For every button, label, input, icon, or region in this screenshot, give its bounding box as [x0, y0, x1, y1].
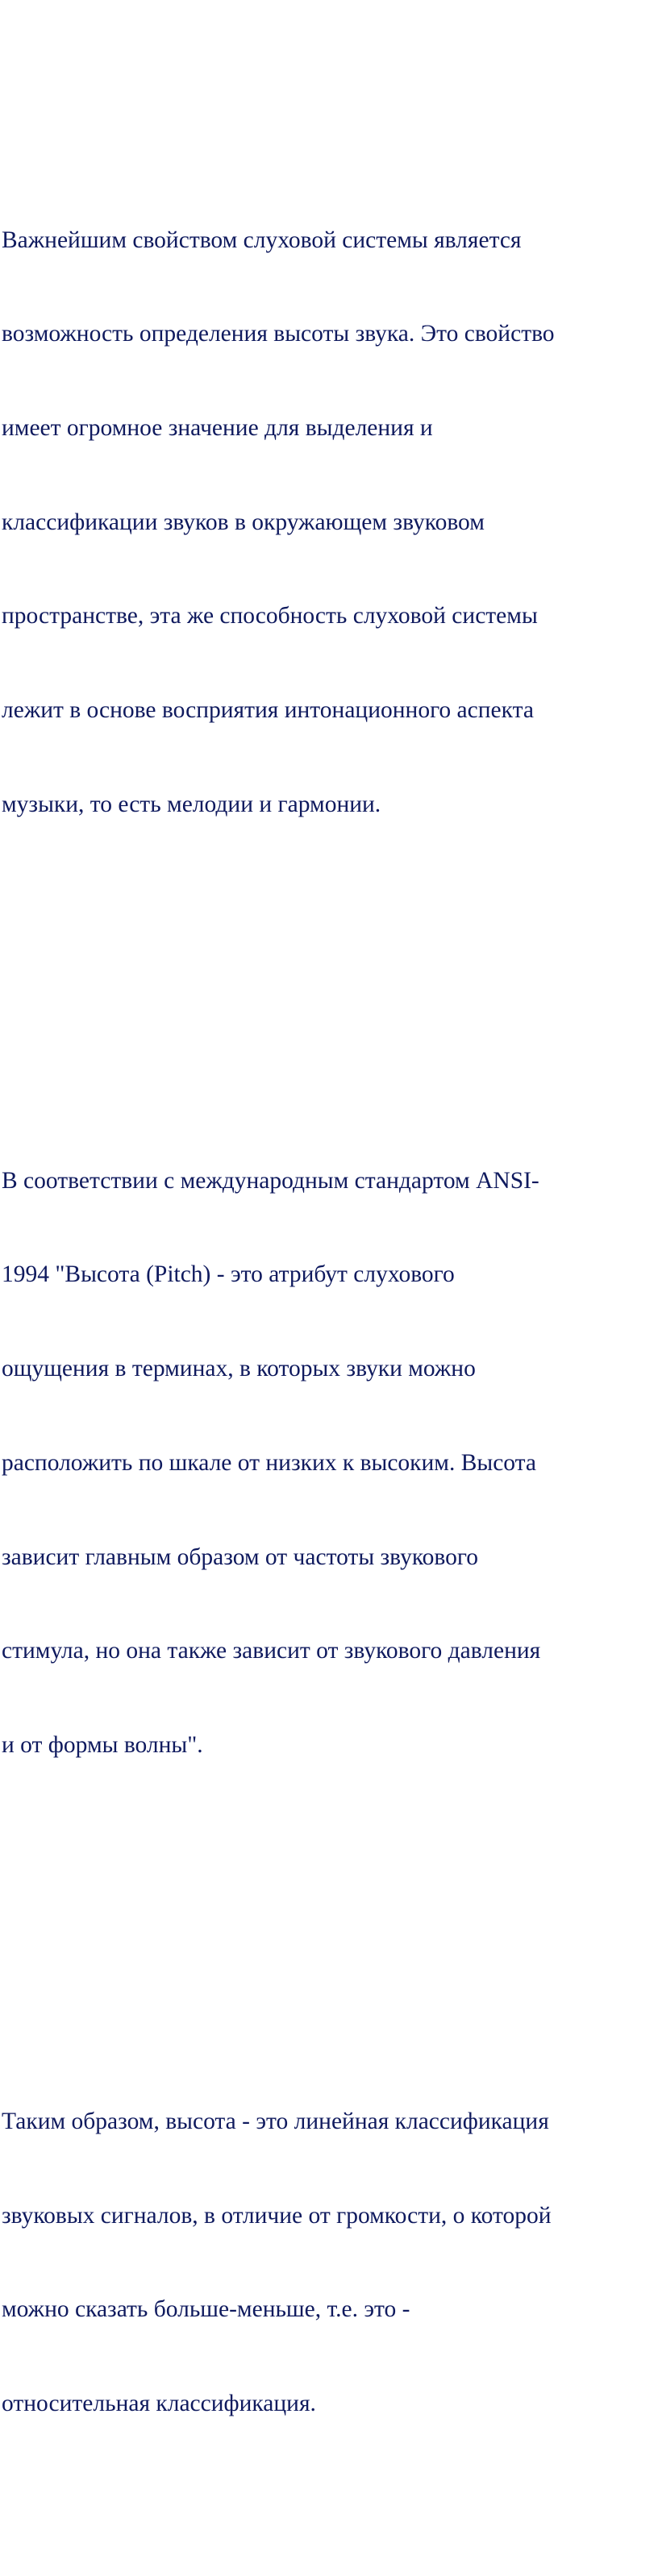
text-line: стимула, но она также зависит от звукового давления: [2, 1638, 541, 1664]
text-line: имеет огромное значение для выделения и: [2, 414, 433, 441]
text-line: возможность определения высоты звука. Это свойство: [2, 321, 555, 347]
paragraph-pitch-property: [2, 162, 658, 883]
text-line: ощущения в терминах, в которых звуки можно: [2, 1356, 476, 1382]
paragraph-conclusion: [2, 2043, 658, 2483]
text-line: относительная классификация.: [2, 2391, 316, 2417]
text-line: звуковых сигналов, в отличие от громкости, о которой: [2, 2202, 552, 2229]
text-line: и от формы волны".: [2, 1732, 203, 1759]
text-line: В соответствии с международным стандартом ANSI-: [2, 1167, 539, 1194]
text-line: 1994 "Высота (Pitch) - это атрибут слухового: [2, 1261, 455, 1288]
paragraph-gap: [2, 1917, 658, 1949]
text-line: Важнейшим свойством слуховой системы является: [2, 226, 522, 253]
text-line: Таким образом, высота - это линейная классификация: [2, 2108, 549, 2134]
text-line: зависит главным образом от частоты звукового: [2, 1544, 479, 1570]
text-block: [2, 68, 658, 2576]
text-line: музыки, то есть мелодии и гармонии.: [2, 791, 381, 817]
paragraph-gap: [2, 977, 658, 1008]
paragraph-ansi-definition: [2, 1103, 658, 1824]
text-line: можно сказать больше-меньше, т.е. это -: [2, 2296, 410, 2323]
text-line: пространстве, эта же способность слуховой системы: [2, 603, 538, 629]
text-line: расположить по шкале от низких к высоким. Высота: [2, 1449, 537, 1476]
text-line: классификации звуков в окружающем звуковом: [2, 509, 485, 535]
text-line: лежит в основе восприятия интонационного аспекта: [2, 697, 534, 724]
